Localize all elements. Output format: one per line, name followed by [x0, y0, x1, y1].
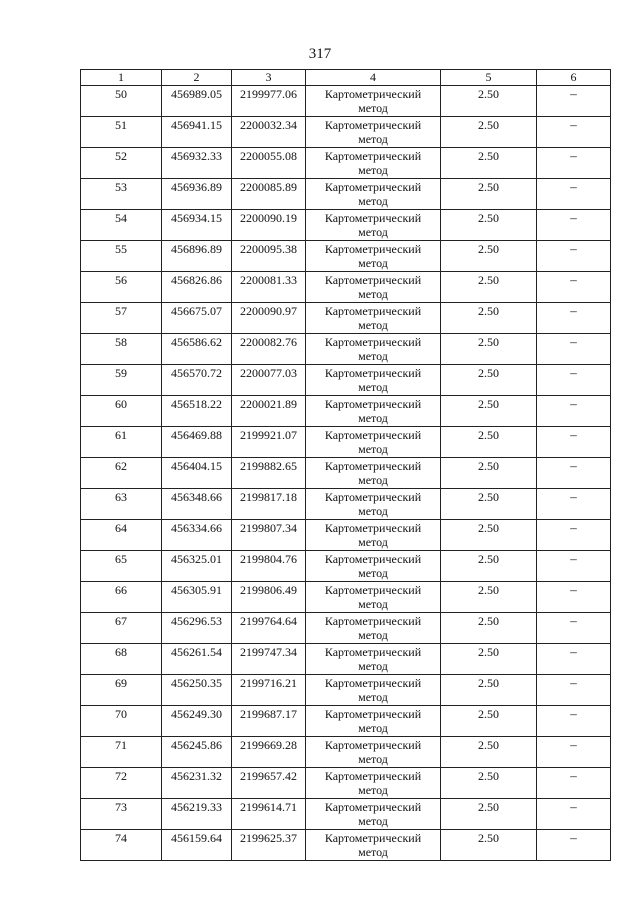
table-row — [81, 117, 611, 148]
note-dash: – — [537, 644, 611, 675]
method-cell — [306, 675, 441, 706]
accuracy-value: 2.50 — [441, 489, 537, 520]
accuracy-value: 2.50 — [441, 86, 537, 117]
method-line-1: Картометрический — [324, 490, 422, 504]
method-cell — [306, 706, 441, 737]
point-number: 64 — [81, 520, 162, 551]
x-coordinate: 456932.33 — [162, 148, 232, 179]
note-dash: – — [537, 489, 611, 520]
point-number: 69 — [81, 675, 162, 706]
x-coordinate: 456348.66 — [162, 489, 232, 520]
note-dash: – — [537, 520, 611, 551]
x-coordinate: 456231.32 — [162, 768, 232, 799]
point-number: 66 — [81, 582, 162, 613]
x-coordinate: 456305.91 — [162, 582, 232, 613]
table-row — [81, 799, 611, 830]
table-row — [81, 334, 611, 365]
column-header: 2 — [162, 70, 232, 86]
note-dash: – — [537, 179, 611, 210]
x-coordinate: 456826.86 — [162, 272, 232, 303]
method-line-2: метод — [358, 752, 388, 766]
y-coordinate: 2200082.76 — [232, 334, 306, 365]
accuracy-value: 2.50 — [441, 830, 537, 861]
column-header: 3 — [232, 70, 306, 86]
table-row — [81, 551, 611, 582]
accuracy-value: 2.50 — [441, 613, 537, 644]
method-line-1: Картометрический — [324, 800, 422, 814]
table-row — [81, 148, 611, 179]
y-coordinate: 2199806.49 — [232, 582, 306, 613]
table-row — [81, 675, 611, 706]
accuracy-value: 2.50 — [441, 365, 537, 396]
accuracy-value: 2.50 — [441, 179, 537, 210]
point-number: 56 — [81, 272, 162, 303]
note-dash: – — [537, 427, 611, 458]
method-line-1: Картометрический — [324, 459, 422, 473]
method-cell — [306, 551, 441, 582]
table-row — [81, 644, 611, 675]
note-dash: – — [537, 830, 611, 861]
y-coordinate: 2199716.21 — [232, 675, 306, 706]
y-coordinate: 2200055.08 — [232, 148, 306, 179]
accuracy-value: 2.50 — [441, 644, 537, 675]
x-coordinate: 456245.86 — [162, 737, 232, 768]
y-coordinate: 2200032.34 — [232, 117, 306, 148]
method-line-2: метод — [358, 256, 388, 270]
y-coordinate: 2200021.89 — [232, 396, 306, 427]
table-row — [81, 86, 611, 117]
x-coordinate: 456941.15 — [162, 117, 232, 148]
accuracy-value: 2.50 — [441, 427, 537, 458]
y-coordinate: 2199747.34 — [232, 644, 306, 675]
method-line-1: Картометрический — [324, 645, 422, 659]
method-line-1: Картометрический — [324, 738, 422, 752]
method-cell — [306, 241, 441, 272]
method-cell — [306, 613, 441, 644]
note-dash: – — [537, 737, 611, 768]
point-number: 52 — [81, 148, 162, 179]
note-dash: – — [537, 241, 611, 272]
x-coordinate: 456219.33 — [162, 799, 232, 830]
accuracy-value: 2.50 — [441, 582, 537, 613]
page-number: 317 — [308, 46, 332, 62]
table-row — [81, 458, 611, 489]
accuracy-value: 2.50 — [441, 551, 537, 582]
note-dash: – — [537, 365, 611, 396]
method-cell — [306, 489, 441, 520]
method-cell — [306, 768, 441, 799]
point-number: 71 — [81, 737, 162, 768]
x-coordinate: 456296.53 — [162, 613, 232, 644]
x-coordinate: 456936.89 — [162, 179, 232, 210]
y-coordinate: 2199657.42 — [232, 768, 306, 799]
table-row — [81, 241, 611, 272]
accuracy-value: 2.50 — [441, 396, 537, 427]
x-coordinate: 456469.88 — [162, 427, 232, 458]
y-coordinate: 2199687.17 — [232, 706, 306, 737]
method-cell — [306, 272, 441, 303]
method-line-1: Картометрический — [324, 335, 422, 349]
point-number: 51 — [81, 117, 162, 148]
method-line-2: метод — [358, 194, 388, 208]
method-cell — [306, 427, 441, 458]
method-cell — [306, 830, 441, 861]
method-line-1: Картометрический — [324, 707, 422, 721]
x-coordinate: 456989.05 — [162, 86, 232, 117]
method-line-2: метод — [358, 845, 388, 859]
y-coordinate: 2199764.64 — [232, 613, 306, 644]
method-cell — [306, 179, 441, 210]
column-header: 6 — [537, 70, 611, 86]
method-cell — [306, 334, 441, 365]
point-number: 70 — [81, 706, 162, 737]
y-coordinate: 2200095.38 — [232, 241, 306, 272]
y-coordinate: 2199817.18 — [232, 489, 306, 520]
method-line-1: Картометрический — [324, 769, 422, 783]
method-line-2: метод — [358, 442, 388, 456]
table-row — [81, 768, 611, 799]
table-row — [81, 520, 611, 551]
method-line-2: метод — [358, 721, 388, 735]
point-number: 59 — [81, 365, 162, 396]
method-line-2: метод — [358, 814, 388, 828]
x-coordinate: 456325.01 — [162, 551, 232, 582]
accuracy-value: 2.50 — [441, 737, 537, 768]
method-line-2: метод — [358, 690, 388, 704]
point-number: 74 — [81, 830, 162, 861]
method-cell — [306, 148, 441, 179]
method-line-1: Картометрический — [324, 118, 422, 132]
method-cell — [306, 582, 441, 613]
method-cell — [306, 117, 441, 148]
method-line-1: Картометрический — [324, 149, 422, 163]
method-line-1: Картометрический — [324, 521, 422, 535]
y-coordinate: 2199921.07 — [232, 427, 306, 458]
y-coordinate: 2199804.76 — [232, 551, 306, 582]
method-line-1: Картометрический — [324, 614, 422, 628]
y-coordinate: 2200077.03 — [232, 365, 306, 396]
note-dash: – — [537, 706, 611, 737]
point-number: 54 — [81, 210, 162, 241]
y-coordinate: 2199614.71 — [232, 799, 306, 830]
method-line-2: метод — [358, 473, 388, 487]
method-line-2: метод — [358, 566, 388, 580]
method-line-1: Картометрический — [324, 552, 422, 566]
y-coordinate: 2199625.37 — [232, 830, 306, 861]
accuracy-value: 2.50 — [441, 241, 537, 272]
method-line-1: Картометрический — [324, 397, 422, 411]
method-cell — [306, 86, 441, 117]
note-dash: – — [537, 551, 611, 582]
table-row — [81, 210, 611, 241]
method-cell — [306, 737, 441, 768]
y-coordinate: 2199882.65 — [232, 458, 306, 489]
note-dash: – — [537, 396, 611, 427]
point-number: 53 — [81, 179, 162, 210]
note-dash: – — [537, 334, 611, 365]
table-row — [81, 706, 611, 737]
column-header: 1 — [81, 70, 162, 86]
method-cell — [306, 799, 441, 830]
accuracy-value: 2.50 — [441, 272, 537, 303]
note-dash: – — [537, 768, 611, 799]
x-coordinate: 456404.15 — [162, 458, 232, 489]
note-dash: – — [537, 799, 611, 830]
accuracy-value: 2.50 — [441, 520, 537, 551]
x-coordinate: 456675.07 — [162, 303, 232, 334]
method-cell — [306, 520, 441, 551]
point-number: 62 — [81, 458, 162, 489]
method-line-2: метод — [358, 628, 388, 642]
note-dash: – — [537, 582, 611, 613]
method-line-2: метод — [358, 535, 388, 549]
table-row — [81, 396, 611, 427]
method-line-2: метод — [358, 318, 388, 332]
y-coordinate: 2200090.19 — [232, 210, 306, 241]
x-coordinate: 456334.66 — [162, 520, 232, 551]
note-dash: – — [537, 272, 611, 303]
accuracy-value: 2.50 — [441, 148, 537, 179]
point-number: 67 — [81, 613, 162, 644]
y-coordinate: 2199807.34 — [232, 520, 306, 551]
table-row — [81, 582, 611, 613]
method-line-1: Картометрический — [324, 676, 422, 690]
method-line-1: Картометрический — [324, 273, 422, 287]
table-row — [81, 737, 611, 768]
point-number: 72 — [81, 768, 162, 799]
method-line-1: Картометрический — [324, 583, 422, 597]
x-coordinate: 456250.35 — [162, 675, 232, 706]
method-line-2: метод — [358, 101, 388, 115]
method-line-1: Картометрический — [324, 242, 422, 256]
point-number: 73 — [81, 799, 162, 830]
accuracy-value: 2.50 — [441, 706, 537, 737]
table-row — [81, 830, 611, 861]
point-number: 58 — [81, 334, 162, 365]
method-line-1: Картометрический — [324, 304, 422, 318]
x-coordinate: 456518.22 — [162, 396, 232, 427]
method-line-1: Картометрический — [324, 366, 422, 380]
point-number: 68 — [81, 644, 162, 675]
method-line-2: метод — [358, 411, 388, 425]
method-line-1: Картометрический — [324, 428, 422, 442]
coordinates-table — [80, 69, 611, 861]
note-dash: – — [537, 458, 611, 489]
x-coordinate: 456570.72 — [162, 365, 232, 396]
note-dash: – — [537, 303, 611, 334]
method-cell — [306, 210, 441, 241]
x-coordinate: 456896.89 — [162, 241, 232, 272]
method-line-2: метод — [358, 132, 388, 146]
note-dash: – — [537, 148, 611, 179]
method-line-2: метод — [358, 597, 388, 611]
table-body — [81, 86, 611, 861]
method-cell — [306, 365, 441, 396]
accuracy-value: 2.50 — [441, 303, 537, 334]
method-line-2: метод — [358, 225, 388, 239]
accuracy-value: 2.50 — [441, 799, 537, 830]
method-line-1: Картометрический — [324, 211, 422, 225]
method-line-2: метод — [358, 504, 388, 518]
x-coordinate: 456159.64 — [162, 830, 232, 861]
accuracy-value: 2.50 — [441, 117, 537, 148]
note-dash: – — [537, 86, 611, 117]
method-cell — [306, 644, 441, 675]
x-coordinate: 456586.62 — [162, 334, 232, 365]
method-cell — [306, 458, 441, 489]
y-coordinate: 2199977.06 — [232, 86, 306, 117]
note-dash: – — [537, 675, 611, 706]
table-row — [81, 365, 611, 396]
method-line-2: метод — [358, 163, 388, 177]
point-number: 55 — [81, 241, 162, 272]
method-line-1: Картометрический — [324, 831, 422, 845]
accuracy-value: 2.50 — [441, 210, 537, 241]
method-line-2: метод — [358, 783, 388, 797]
method-cell — [306, 303, 441, 334]
method-line-2: метод — [358, 287, 388, 301]
accuracy-value: 2.50 — [441, 675, 537, 706]
method-line-1: Картометрический — [324, 180, 422, 194]
note-dash: – — [537, 210, 611, 241]
y-coordinate: 2199669.28 — [232, 737, 306, 768]
table-row — [81, 303, 611, 334]
header-row — [81, 70, 611, 86]
point-number: 57 — [81, 303, 162, 334]
y-coordinate: 2200085.89 — [232, 179, 306, 210]
accuracy-value: 2.50 — [441, 458, 537, 489]
point-number: 50 — [81, 86, 162, 117]
column-header: 5 — [441, 70, 537, 86]
accuracy-value: 2.50 — [441, 334, 537, 365]
table-row — [81, 427, 611, 458]
accuracy-value: 2.50 — [441, 768, 537, 799]
method-line-2: метод — [358, 349, 388, 363]
method-line-1: Картометрический — [324, 87, 422, 101]
table-row — [81, 613, 611, 644]
y-coordinate: 2200081.33 — [232, 272, 306, 303]
point-number: 65 — [81, 551, 162, 582]
table-row — [81, 272, 611, 303]
note-dash: – — [537, 613, 611, 644]
method-line-2: метод — [358, 659, 388, 673]
point-number: 63 — [81, 489, 162, 520]
point-number: 61 — [81, 427, 162, 458]
method-cell — [306, 396, 441, 427]
note-dash: – — [537, 117, 611, 148]
point-number: 60 — [81, 396, 162, 427]
x-coordinate: 456261.54 — [162, 644, 232, 675]
table-row — [81, 489, 611, 520]
x-coordinate: 456249.30 — [162, 706, 232, 737]
y-coordinate: 2200090.97 — [232, 303, 306, 334]
x-coordinate: 456934.15 — [162, 210, 232, 241]
method-line-2: метод — [358, 380, 388, 394]
table-row — [81, 179, 611, 210]
column-header: 4 — [306, 70, 441, 86]
